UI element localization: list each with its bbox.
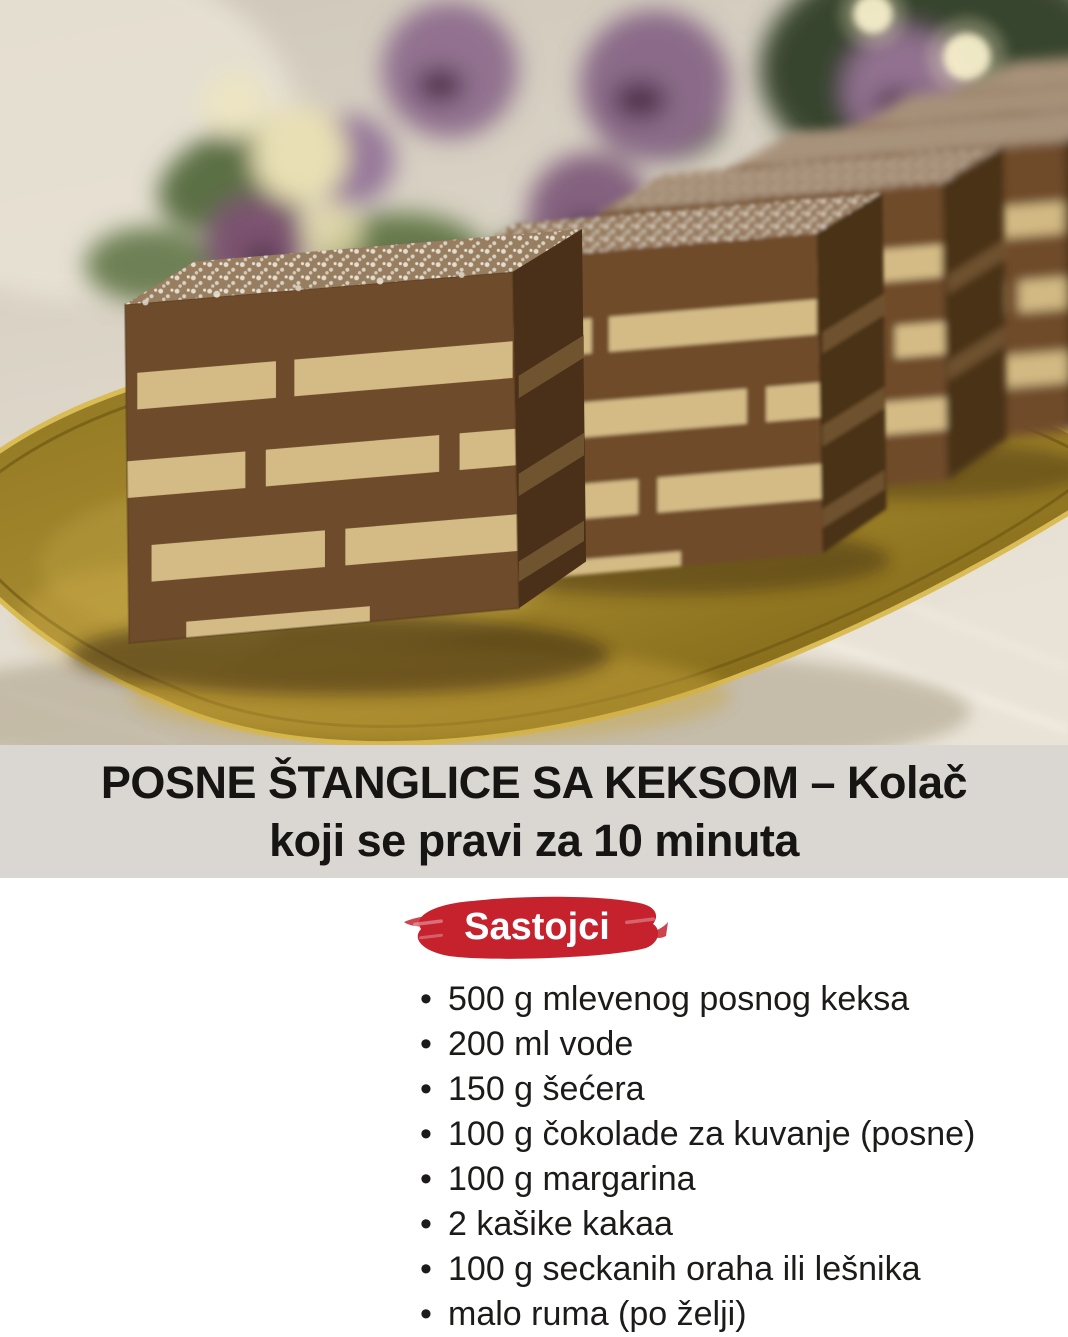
ingredients-badge (0, 878, 1068, 965)
brush-stroke-badge (399, 891, 669, 965)
ingredient-item: • 100 g margarina (418, 1157, 1068, 1202)
ingredient-item: • 2 kašike kakaa (418, 1202, 1068, 1247)
ingredient-item: • malo ruma (po želji) (418, 1292, 1068, 1337)
ingredient-item: • 500 g mlevenog posnog keksa (418, 977, 1068, 1022)
recipe-title-line-1: POSNE ŠTANGLICE SA KEKSOM – Kolač (100, 756, 968, 808)
title-banner (0, 745, 1068, 878)
ingredient-item: • 150 g šećera (418, 1067, 1068, 1112)
recipe-title-line-2: koji se pravi za 10 minuta (269, 814, 799, 866)
ingredients-badge-label: Sastojci (464, 906, 610, 948)
ingredient-item: • 100 g čokolade za kuvanje (posne) (418, 1112, 1068, 1157)
cake-slice-front (125, 229, 586, 644)
ingredients-section (0, 878, 1068, 1335)
ingredient-item: • 100 g seckanih oraha ili lešnika (418, 1247, 1068, 1292)
ingredient-item: • 200 ml vode (418, 1022, 1068, 1067)
ingredients-list (418, 977, 1068, 1337)
